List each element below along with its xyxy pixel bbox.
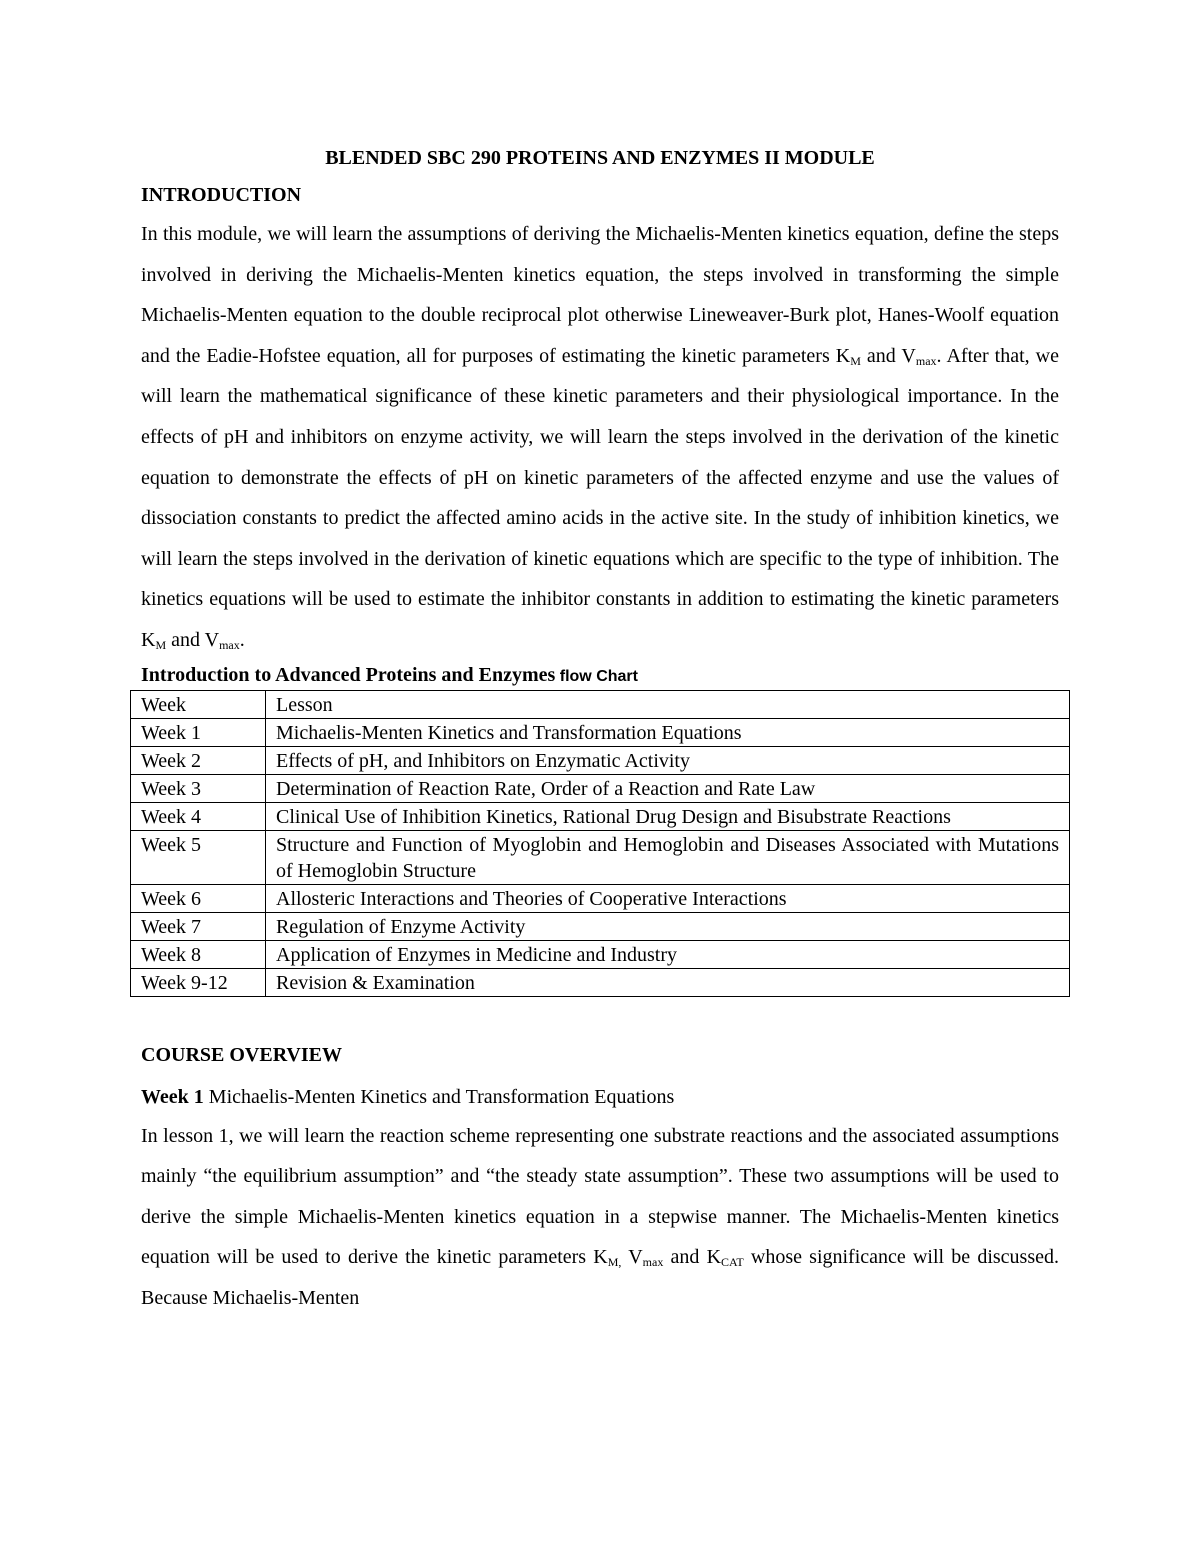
table-row bbox=[131, 802, 1070, 830]
lesson-cell: Revision & Examination bbox=[266, 968, 1070, 996]
km-subscript: M, bbox=[607, 1255, 622, 1270]
week1-text-2: V bbox=[621, 1246, 643, 1269]
week-cell: Week 2 bbox=[131, 746, 266, 774]
week-cell: Week 7 bbox=[131, 912, 266, 940]
kcat-subscript: CAT bbox=[721, 1255, 744, 1270]
week-cell: Week 8 bbox=[131, 940, 266, 968]
week-cell: Week 5 bbox=[131, 830, 266, 884]
table-row bbox=[131, 830, 1070, 884]
intro-text-2: and V bbox=[860, 344, 916, 367]
week-1-paragraph bbox=[141, 1116, 1059, 1319]
table-row bbox=[131, 718, 1070, 746]
introduction-heading: INTRODUCTION bbox=[141, 184, 302, 206]
intro-text-3: . After that, we will learn the mathematical significance of these kinetic parameters and their physiological importance. In the effects of pH and inhibitors on enzyme activity, we will learn the steps involved in the derivation of the kinetic equation to demonstrate the effects of pH on kinetic parameters of the affected enzyme and use the values of dissociation constants to predict the affected amino acids in the active site. In the study of inhibition kinetics, we will learn the steps involved in the derivation of kinetic equations which are specific to the type of inhibition. The kinetics equations will be used to estimate the inhibitor constants in addition to estimating the kinetic parameters K bbox=[141, 344, 1060, 651]
lesson-cell: Structure and Function of Myoglobin and Hemoglobin and Diseases Associated with Mutations of Hemoglobin Structure bbox=[266, 830, 1070, 884]
lesson-cell: Allosteric Interactions and Theories of Cooperative Interactions bbox=[266, 884, 1070, 912]
lesson-cell: Regulation of Enzyme Activity bbox=[266, 912, 1070, 940]
intro-text-4: and V bbox=[166, 628, 220, 651]
week-column-header: Week bbox=[131, 690, 266, 718]
lesson-column-header: Lesson bbox=[266, 690, 1070, 718]
week-cell: Week 4 bbox=[131, 802, 266, 830]
week1-text-1: In lesson 1, we will learn the reaction scheme representing one substrate reactions and the associated assumptions mainly “the equilibrium assumption” and “the steady state assumption”. These two assumptions will be used to derive the simple Michaelis-Menten kinetics equation in a stepwise manner. The Michaelis-Menten kinetics equation will be used to derive the kinetic parameters K bbox=[141, 1124, 1059, 1269]
table-row bbox=[131, 774, 1070, 802]
lesson-cell: Clinical Use of Inhibition Kinetics, Rational Drug Design and Bisubstrate Reactions bbox=[266, 802, 1070, 830]
vmax-subscript: max bbox=[219, 637, 240, 652]
table-row bbox=[131, 940, 1070, 968]
lesson-cell: Application of Enzymes in Medicine and Industry bbox=[266, 940, 1070, 968]
km-subscript: M bbox=[155, 637, 167, 652]
intro-text-5: . bbox=[239, 628, 245, 651]
document-page bbox=[141, 140, 1059, 1319]
introduction-paragraph bbox=[141, 214, 1059, 661]
week-cell: Week 1 bbox=[131, 718, 266, 746]
table-row bbox=[131, 912, 1070, 940]
week-cell: Week 9-12 bbox=[131, 968, 266, 996]
km-subscript: M bbox=[850, 353, 861, 368]
flow-chart-caption bbox=[141, 661, 1059, 690]
week-1-label: Week 1 bbox=[141, 1085, 204, 1108]
week-cell: Week 6 bbox=[131, 884, 266, 912]
lesson-table bbox=[130, 690, 1070, 997]
table-row bbox=[131, 746, 1070, 774]
table-row bbox=[131, 968, 1070, 996]
document-title: BLENDED SBC 290 PROTEINS AND ENZYMES II MODULE bbox=[325, 147, 875, 169]
week-cell: Week 3 bbox=[131, 774, 266, 802]
lesson-cell: Michaelis-Menten Kinetics and Transformation Equations bbox=[266, 718, 1070, 746]
table-header-row bbox=[131, 690, 1070, 718]
intro-text-1: In this module, we will learn the assumptions of deriving the Michaelis-Menten kinetics equation, define the steps involved in deriving the Michaelis-Menten kinetics equation, the steps involved in transforming the simple Michaelis-Menten equation to the double reciprocal plot otherwise Lineweaver-Burk plot, Hanes-Woolf equation and the Eadie-Hofstee equation, all for purposes of estimating the kinetic parameters K bbox=[141, 223, 1059, 367]
vmax-subscript: max bbox=[915, 353, 937, 368]
week1-text-4: whose significance will be discussed. Because Michaelis-Menten bbox=[141, 1246, 1059, 1309]
week1-text-3: and K bbox=[663, 1246, 722, 1269]
table-row bbox=[131, 884, 1070, 912]
week-1-heading bbox=[141, 1078, 1059, 1116]
lesson-cell: Determination of Reaction Rate, Order of a Reaction and Rate Law bbox=[266, 774, 1070, 802]
course-overview-heading: COURSE OVERVIEW bbox=[141, 1043, 342, 1066]
week-1-title: Michaelis-Menten Kinetics and Transformation Equations bbox=[203, 1085, 675, 1108]
lesson-cell: Effects of pH, and Inhibitors on Enzymatic Activity bbox=[266, 746, 1070, 774]
caption-suffix: flow Chart bbox=[555, 667, 638, 685]
vmax-subscript: max bbox=[642, 1255, 664, 1270]
caption-title: Introduction to Advanced Proteins and Enzymes bbox=[141, 663, 556, 686]
